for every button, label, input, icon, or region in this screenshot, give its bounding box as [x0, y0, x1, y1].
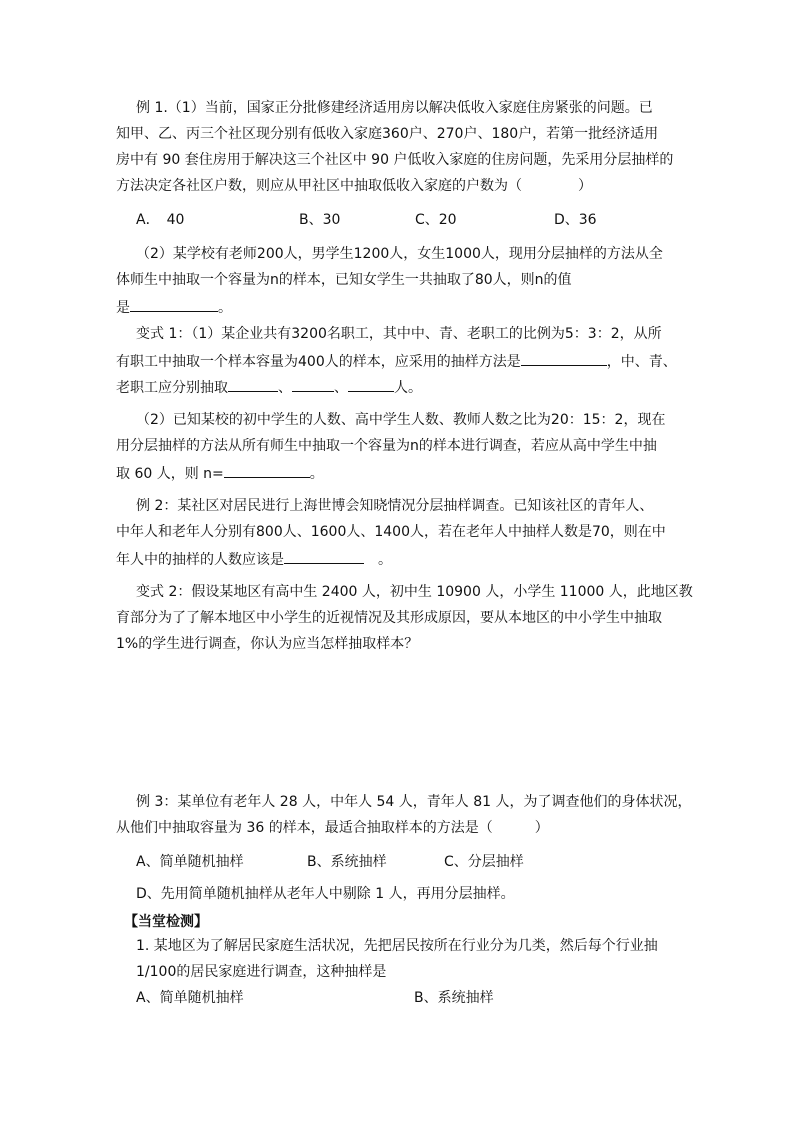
ex2-line3-suffix: 。: [364, 552, 392, 568]
check-q1-line2: 1/100的居民家庭进行调查，这种抽样是: [136, 964, 387, 980]
ex2-line2: 中年人和老年人分别有800人、1600人、1400人，若在老年人中抽样人数是70，则在中: [116, 524, 666, 540]
answer-blank[interactable]: [224, 462, 310, 478]
var2-line2: 育部分为了了解本地区中小学生的近视情况及其形成原因，要从本地区的中小学生中抽取: [116, 610, 662, 626]
var1-part2-line3-prefix: 取 60 人，则 n=: [116, 466, 224, 482]
ex2-line1: 例 2：某社区对居民进行上海世博会知晓情况分层抽样调查。已知该社区的青年人、: [136, 498, 654, 514]
var1-line3-prefix: 老职工应分别抽取: [116, 380, 228, 396]
var1-line3-suffix: 人。: [394, 380, 422, 396]
var1-part2-line2: 用分层抽样的方法从所有师生中抽取一个容量为n的样本进行调查，若应从高中学生中抽: [116, 438, 657, 454]
ex2-line3-prefix: 年人中的抽样的人数应该是: [116, 552, 284, 568]
var2-line1: 变式 2：假设某地区有高中生 2400 人，初中生 10900 人，小学生 11000 人，此地区教: [136, 584, 693, 600]
check-option-b: B、系统抽样: [414, 990, 494, 1006]
ex3-option-d: D、先用简单随机抽样从老年人中剔除 1 人，再用分层抽样。: [136, 886, 515, 902]
ex1-option-c: C、20: [415, 212, 457, 228]
answer-blank[interactable]: [130, 296, 218, 312]
var1-line2-prefix: 有职工中抽取一个样本容量为400人的样本，应采用的抽样方法是: [116, 354, 521, 370]
var1-part2-line3-suffix: 。: [309, 466, 324, 482]
var1-line3-sep1: 、: [278, 380, 292, 396]
check-header: 【当堂检测】: [124, 914, 208, 930]
ex1-option-a: A． 40: [136, 212, 185, 228]
ex3-option-b: B、系统抽样: [307, 854, 387, 870]
var1-line1: 变式 1：（1）某企业共有3200名职工，其中中、青、老职工的比例为5：3：2，从所: [136, 326, 662, 342]
var1-line3-sep2: 、: [334, 380, 348, 396]
answer-blank[interactable]: [292, 376, 334, 392]
answer-blank[interactable]: [521, 350, 607, 366]
answer-blank[interactable]: [284, 548, 364, 564]
ex1-q2-line3: [116, 296, 232, 318]
ex1-q1-line2: 知甲、乙、丙三个社区现分别有低收入家庭360户、270户、180户，若第一批经济适用: [116, 126, 659, 142]
ex3-option-a: A、简单随机抽样: [136, 854, 244, 870]
var1-line3: [116, 376, 422, 398]
answer-blank[interactable]: [228, 376, 278, 392]
ex2-line3: [116, 548, 392, 570]
ex1-q1-line1: 例 1.（1）当前，国家正分批修建经济适用房以解决低收入家庭住房紧张的问题。已: [136, 100, 653, 116]
ex3-option-c: C、分层抽样: [444, 854, 524, 870]
ex1-q2-line3-suffix: 。: [218, 300, 232, 316]
check-option-a: A、简单随机抽样: [136, 990, 244, 1006]
var2-line3: 1%的学生进行调查，你认为应当怎样抽取样本？: [116, 636, 419, 652]
ex1-option-b: B、30: [299, 212, 341, 228]
check-q1-line1: 1. 某地区为了解居民家庭生活状况，先把居民按所在行业分为几类，然后每个行业抽: [136, 938, 658, 954]
ex3-line1: 例 3：某单位有老年人 28 人，中年人 54 人，青年人 81 人，为了调查他们的身体状况，: [136, 794, 692, 810]
ex1-option-d: D、36: [554, 212, 597, 228]
ex1-q2-line1: （2）某学校有老师200人，男学生1200人，女生1000人，现用分层抽样的方法从全: [136, 246, 663, 262]
ex1-q1-line3: 房中有 90 套住房用于解决这三个社区中 90 户低收入家庭的住房问题，先采用分层抽样的: [116, 152, 674, 168]
var1-line2-suffix: ，中、青、: [606, 354, 677, 370]
answer-blank[interactable]: [348, 376, 394, 392]
ex3-line2: 从他们中抽取容量为 36 的样本，最适合抽取样本的方法是（ ）: [116, 820, 549, 836]
ex1-q1-line4: 方法决定各社区户数，则应从甲社区中抽取低收入家庭的户数为（ ）: [116, 178, 592, 194]
var1-part2-line1: （2）已知某校的初中学生的人数、高中学生人数、教师人数之比为20：15：2，现在: [136, 412, 666, 428]
var1-line2: [116, 350, 677, 372]
ex1-q2-line3-prefix: 是: [116, 300, 130, 316]
ex1-q2-line2: 体师生中抽取一个容量为n的样本，已知女学生一共抽取了80人，则n的值: [116, 272, 572, 288]
var1-part2-line3: [116, 462, 324, 484]
